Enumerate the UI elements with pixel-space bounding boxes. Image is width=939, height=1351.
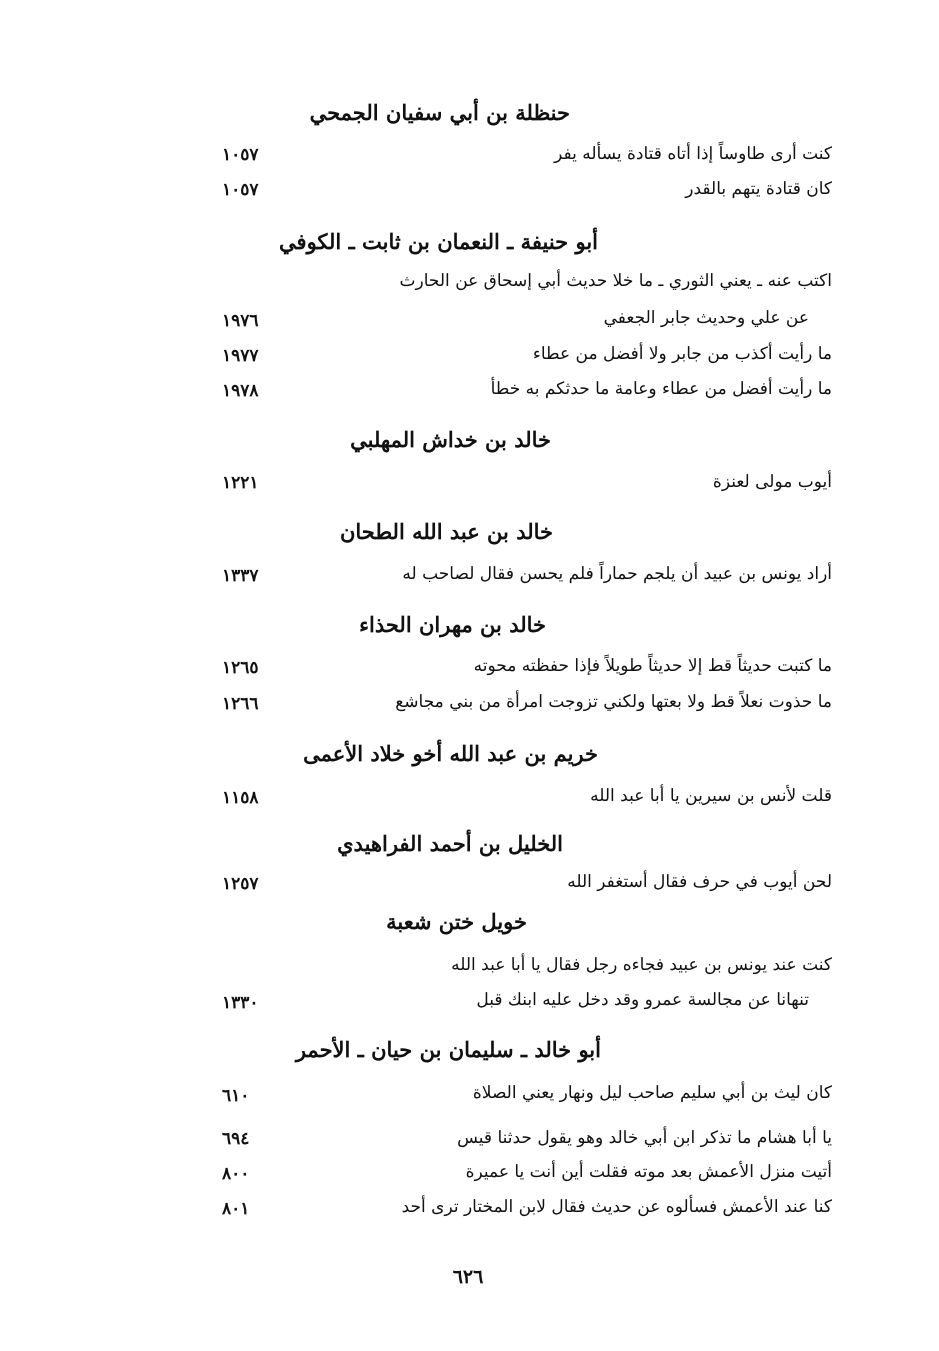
entry-text: ما كتبت حديثاً قط إلا حديثاً طويلاً فإذا حفظته محوته — [473, 656, 832, 676]
entry-ref: ١٣٣٠ — [222, 993, 259, 1013]
entry-text: كان قتادة يتهم بالقدر — [685, 179, 832, 199]
entry-ref: ١٩٧٨ — [222, 381, 259, 401]
section-heading: خريم بن عبد الله أخو خلاد الأعمى — [303, 741, 598, 766]
section-heading: خالد بن عبد الله الطحان — [339, 519, 553, 544]
section-heading: أبو حنيفة ـ النعمان بن ثابت ـ الكوفي — [279, 229, 598, 254]
entry-ref: ١١٥٨ — [222, 788, 259, 808]
section-heading: حنظلة بن أبي سفيان الجمحي — [309, 100, 570, 125]
entry-ref: ١٣٣٧ — [222, 566, 259, 586]
entry-text: ما رأيت أكذب من جابر ولا أفضل من عطاء — [532, 344, 832, 364]
entry-text: ما رأيت أفضل من عطاء وعامة ما حدثكم به خطأ — [490, 379, 832, 399]
entry-text: يا أبا هشام ما تذكر ابن أبي خالد وهو يقول حدثنا قيس — [457, 1128, 832, 1148]
entry-text: قلت لأنس بن سيرين يا أبا عبد الله — [590, 786, 832, 806]
section-heading: خويل ختن شعبة — [386, 909, 527, 934]
entry-continuation: تنهانا عن مجالسة عمرو وقد دخل عليه ابنك قبل — [476, 990, 809, 1010]
section-heading: الخليل بن أحمد الفراهيدي — [337, 831, 563, 856]
page-number: ٦٢٦ — [452, 1266, 484, 1288]
entry-ref: ١٩٧٧ — [222, 346, 259, 366]
entry-ref: ١٩٧٦ — [222, 311, 259, 331]
entry-text: كان ليث بن أبي سليم صاحب ليل ونهار يعني الصلاة — [472, 1083, 832, 1103]
entry-ref: ١٠٥٧ — [222, 180, 259, 200]
entry-ref: ١٢٦٦ — [222, 694, 259, 714]
section-heading: خالد بن خداش المهلبي — [350, 427, 551, 452]
entry-continuation: عن علي وحديث جابر الجعفي — [603, 308, 809, 328]
entry-ref: ٨٠٠ — [222, 1164, 250, 1184]
entry-text: أتيت منزل الأعمش بعد موته فقلت أين أنت يا عميرة — [465, 1162, 832, 1182]
entry-ref: ٦٩٤ — [222, 1129, 250, 1149]
section-heading: خالد بن مهران الحذاء — [359, 612, 546, 637]
entry-text: اكتب عنه ـ يعني الثوري ـ ما خلا حديث أبي إسحاق عن الحارث — [399, 271, 832, 291]
entry-text: أراد يونس بن عبيد أن يلجم حماراً فلم يحسن فقال لصاحب له — [402, 564, 832, 584]
entry-ref: ١٠٥٧ — [222, 145, 259, 165]
entry-ref: ٦١٠ — [222, 1086, 250, 1106]
entry-text: كنا عند الأعمش فسألوه عن حديث فقال لابن المختار ترى أحد — [401, 1197, 832, 1217]
entry-ref: ٨٠١ — [222, 1199, 250, 1219]
entry-text: لحن أيوب في حرف فقال أستغفر الله — [567, 872, 832, 892]
entry-text: كنت عند يونس بن عبيد فجاءه رجل فقال يا أبا عبد الله — [451, 955, 832, 975]
entry-ref: ١٢٥٧ — [222, 874, 259, 894]
entry-text: أيوب مولى لعنزة — [712, 472, 832, 492]
entry-ref: ١٢٦٥ — [222, 658, 259, 678]
entry-ref: ١٢٢١ — [222, 473, 259, 493]
entry-text: ما حذوت نعلاً قط ولا بعتها ولكني تزوجت امرأة من بني مجاشع — [395, 692, 832, 712]
entry-text: كنت أرى طاوساً إذا أتاه قتادة يسأله يفر — [554, 144, 832, 164]
section-heading: أبو خالد ـ سليمان بن حيان ـ الأحمر — [295, 1037, 601, 1062]
